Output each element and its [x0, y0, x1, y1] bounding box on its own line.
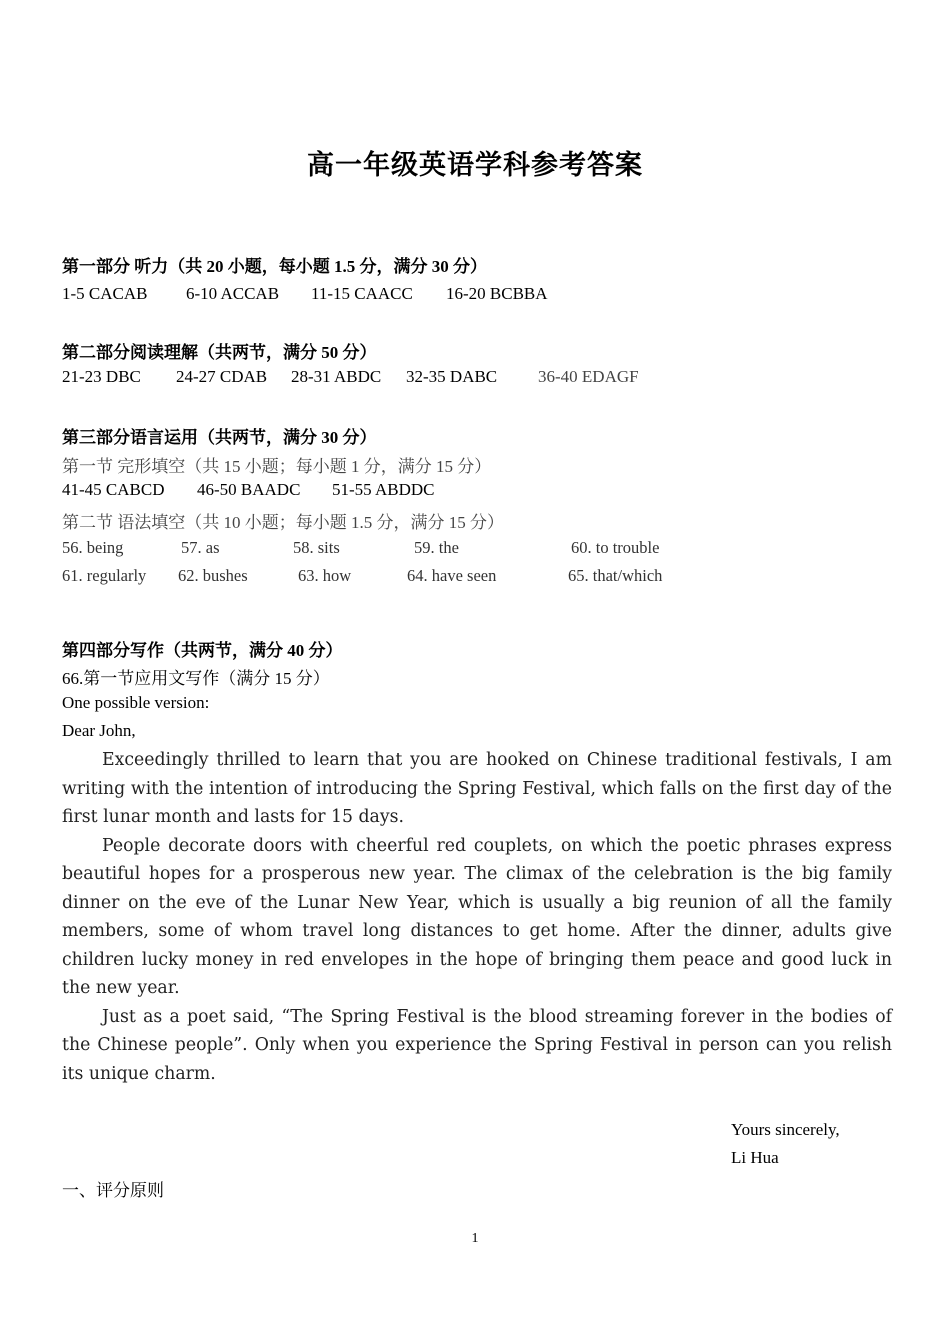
scoring-heading: 一、评分原则: [62, 1181, 164, 1200]
letter-greeting: Dear John,: [62, 721, 136, 740]
answer-group: 21-23 DBC: [62, 367, 141, 386]
grammar-answer: 60. to trouble: [571, 538, 660, 557]
letter-closing: Yours sincerely,: [731, 1120, 840, 1139]
answer-group: 1-5 CACAB: [62, 284, 148, 303]
letter-body: [62, 746, 892, 1088]
answer-group: 51-55 ABDDC: [332, 480, 435, 499]
grammar-answer: 62. bushes: [178, 566, 248, 585]
grammar-answer: 57. as: [181, 538, 220, 557]
answer-group: 41-45 CABCD: [62, 480, 165, 499]
page-title: 高一年级英语学科参考答案: [307, 150, 643, 180]
part3-section1-answers: [62, 480, 434, 500]
grammar-answer: 56. being: [62, 538, 124, 557]
letter-signature: Li Hua: [731, 1148, 779, 1167]
part3-section2-heading: 第二节 语法填空（共 10 小题；每小题 1.5 分，满分 15 分）: [62, 513, 504, 532]
answer-group: 11-15 CAACC: [311, 284, 413, 303]
part4-heading: 第四部分写作（共两节，满分 40 分）: [62, 641, 343, 660]
grammar-answer: 61. regularly: [62, 566, 147, 585]
answer-group: 6-10 ACCAB: [186, 284, 280, 303]
answer-group: 46-50 BAADC: [197, 480, 301, 499]
grammar-answers-row-2: [62, 566, 762, 590]
answer-group: 36-40 EDAGF: [538, 367, 639, 386]
answer-group: 32-35 DABC: [406, 367, 498, 386]
grammar-answer: 65. that/which: [568, 566, 663, 585]
part1-heading: 第一部分 听力（共 20 小题，每小题 1.5 分，满分 30 分）: [62, 257, 487, 276]
grammar-answer: 63. how: [298, 566, 352, 585]
letter-paragraph: Exceedingly thrilled to learn that you are hooked on Chinese traditional festivals, I am writing with the intention of introducing the Spring Festival, which falls on the first day of the first lunar month and lasts for 15 days.: [62, 750, 892, 827]
answer-group: 16-20 BCBBA: [446, 284, 548, 303]
letter-paragraph: Just as a poet said, “The Spring Festival is the blood streaming forever in the bodies of the Chinese people”. Only when you experience the Spring Festival in person can you relish its unique charm.: [62, 1006, 892, 1084]
writing-task-heading: 66.第一节应用文写作（满分 15 分）: [62, 669, 330, 688]
letter-paragraph: People decorate doors with cheerful red couplets, on which the poetic phrases express beautiful hopes for a prosperous new year. The climax of the celebration is the big family dinner on the eve of the Lunar New Year, which is usually a big reunion of all the family members, some of whom travel long distances to get home. After the dinner, adults give children lucky money in red envelopes in the hope of bringing them peace and good luck in the new year.: [62, 835, 892, 998]
part2-answers: [62, 367, 639, 387]
part3-section1-heading: 第一节 完形填空（共 15 小题；每小题 1 分，满分 15 分）: [62, 457, 492, 476]
part2-heading: 第二部分阅读理解（共两节，满分 50 分）: [62, 343, 377, 362]
grammar-answers-row-1: [62, 538, 762, 562]
grammar-answer: 59. the: [414, 538, 459, 557]
part3-heading: 第三部分语言运用（共两节，满分 30 分）: [62, 428, 377, 447]
grammar-answer: 64. have seen: [407, 566, 497, 585]
part1-answers: [62, 284, 548, 304]
answer-group: 28-31 ABDC: [291, 367, 382, 386]
grammar-answer: 58. sits: [293, 538, 340, 557]
version-label: One possible version:: [62, 693, 210, 712]
page-number: 1: [471, 1231, 479, 1246]
answer-group: 24-27 CDAB: [176, 367, 268, 386]
